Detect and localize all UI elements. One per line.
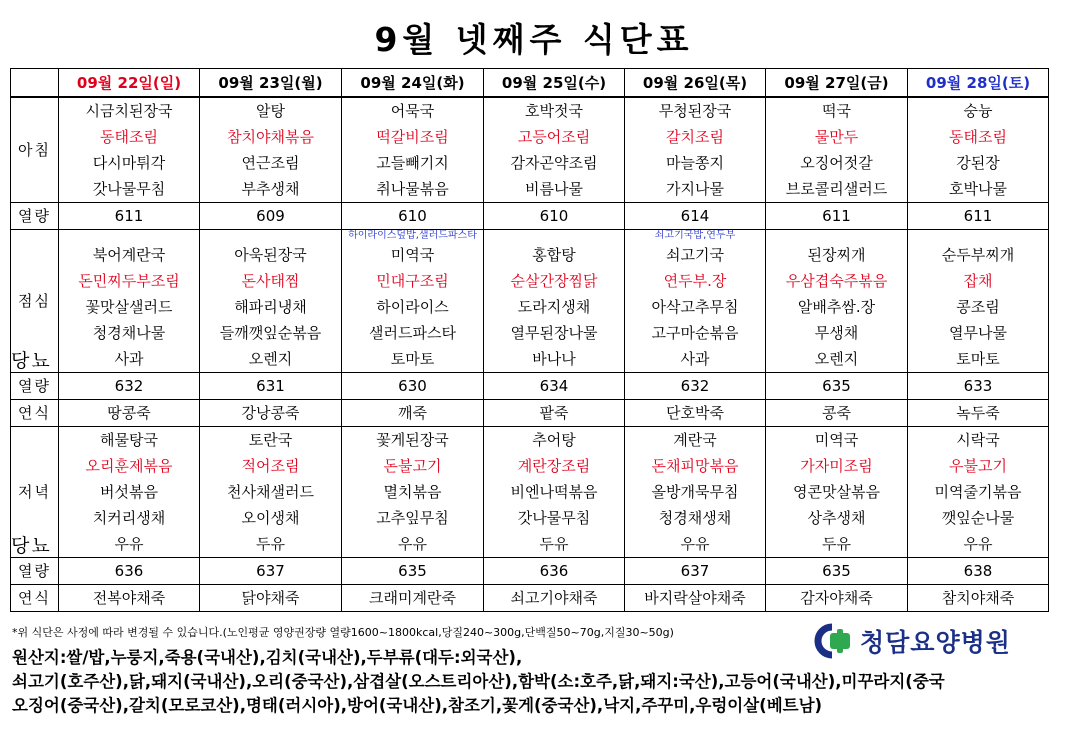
breakfast-calories-value: 611 <box>766 203 908 230</box>
dinner-calories-label <box>11 558 59 585</box>
dinner-calories-value: 635 <box>766 558 908 585</box>
meal-plan-table <box>10 68 1049 612</box>
menu-item: 가자미조림 <box>800 457 873 475</box>
menu-item: 두유 <box>822 535 851 553</box>
breakfast-menu-cell <box>484 97 625 203</box>
date-header: 09월 28일(토) <box>908 69 1049 98</box>
lunch-label <box>11 230 59 373</box>
dinner-menu-cell <box>908 427 1049 558</box>
lunch-snack-label-text: 연식 <box>18 404 51 422</box>
menu-item: 고구마순볶음 <box>651 324 739 342</box>
lunch-calories-value: 635 <box>766 373 908 400</box>
menu-item: 홍합탕 <box>532 246 576 264</box>
menu-item: 시금치된장국 <box>85 102 173 120</box>
menu-item: 치커리생채 <box>92 509 166 527</box>
menu-item: 열무된장나물 <box>510 324 598 342</box>
diabetic-label: 당뇨 <box>11 350 52 372</box>
dinner-snack-value: 전복야채죽 <box>59 585 200 612</box>
menu-item: 꽃게된장국 <box>376 431 449 449</box>
menu-item: 다시마튀각 <box>92 154 166 172</box>
menu-item: 오리훈제볶음 <box>85 457 173 475</box>
dinner-menu-cell <box>484 427 625 558</box>
menu-note <box>200 230 341 242</box>
menu-item: 열무나물 <box>949 324 1007 342</box>
menu-item: 갓나물무침 <box>92 180 166 198</box>
menu-item: 토마토 <box>390 350 435 368</box>
dinner-menu-cell <box>625 427 766 558</box>
lunch-menu-cell <box>766 230 908 373</box>
menu-item: 비름나물 <box>525 180 583 198</box>
menu-item: 물만두 <box>814 128 859 146</box>
lunch-snack-label <box>11 400 59 427</box>
page-title: 9월 넷째주 식단표 <box>374 20 694 59</box>
lunch-menu-cell <box>625 230 766 373</box>
menu-note <box>59 230 199 242</box>
menu-item: 갈치조림 <box>666 128 724 146</box>
date-header: 09월 23일(월) <box>200 69 342 98</box>
dinner-snack-label <box>11 585 59 612</box>
date-header: 09월 25일(수) <box>484 69 625 98</box>
menu-item: 떡국 <box>822 102 851 120</box>
menu-item: 청경채생채 <box>658 509 732 527</box>
menu-item: 오렌지 <box>248 350 293 368</box>
breakfast-calories-value: 610 <box>484 203 625 230</box>
menu-item: 북어계란국 <box>92 246 166 264</box>
breakfast-calories-value: 611 <box>59 203 200 230</box>
breakfast-calories-row <box>11 203 1049 230</box>
dinner-row <box>11 427 1049 558</box>
menu-item: 버섯볶음 <box>100 483 158 501</box>
menu-item: 오징어젓갈 <box>800 154 873 172</box>
origin-line: 쇠고기(호주산),닭,돼지(국내산),오리(중국산),삼겹살(오스트리아산),함박(소:호주,닭,돼지:국산),고등어(국내산),미꾸라지(중국 <box>12 672 945 691</box>
menu-item: 우삼겹숙주볶음 <box>785 272 888 290</box>
menu-item: 고추잎무침 <box>376 509 449 527</box>
date-header: 09월 26일(목) <box>625 69 766 98</box>
lunch-snack-value: 단호박죽 <box>625 400 766 427</box>
menu-item: 호박젓국 <box>525 102 583 120</box>
menu-note <box>766 230 907 242</box>
menu-item: 순살간장찜닭 <box>510 272 598 290</box>
dinner-menu-cell <box>766 427 908 558</box>
menu-note: 하이라이스덮밥,샐러드파스타 <box>348 230 477 241</box>
menu-item: 우유 <box>680 535 710 553</box>
dinner-calories-row <box>11 558 1049 585</box>
lunch-menu-cell <box>484 230 625 373</box>
menu-item: 돈불고기 <box>383 457 442 475</box>
menu-item: 돈사태찜 <box>241 272 300 290</box>
menu-item: 시락국 <box>956 431 1000 449</box>
menu-item: 무생채 <box>814 324 859 342</box>
menu-item: 토란국 <box>248 431 293 449</box>
menu-item: 해파리냉채 <box>234 298 307 316</box>
menu-item: 아삭고추무침 <box>651 298 739 316</box>
menu-item: 적어조림 <box>241 457 300 475</box>
menu-item: 천사채샐러드 <box>227 483 314 501</box>
breakfast-menu-cell <box>59 97 200 203</box>
menu-item: 취나물볶음 <box>376 180 449 198</box>
menu-item: 갓나물무침 <box>517 509 591 527</box>
dinner-calories-label-text: 열량 <box>18 562 51 580</box>
dinner-snack-row <box>11 585 1049 612</box>
menu-item: 동태조림 <box>949 128 1007 146</box>
menu-item: 바나나 <box>532 350 576 368</box>
dinner-calories-value: 637 <box>625 558 766 585</box>
menu-item: 우유 <box>963 535 993 553</box>
dinner-calories-value: 636 <box>59 558 200 585</box>
menu-item: 우유 <box>114 535 144 553</box>
menu-item: 깻잎순나물 <box>941 509 1015 527</box>
hospital-name: 청담요양병원 <box>860 628 1011 657</box>
breakfast-label <box>11 97 59 203</box>
breakfast-label-text: 아침 <box>18 141 51 159</box>
menu-item: 토마토 <box>956 350 1000 368</box>
lunch-snack-value: 깨죽 <box>342 400 484 427</box>
menu-item: 비엔나떡볶음 <box>510 483 598 501</box>
origin-info <box>12 646 1052 718</box>
diabetic-label: 당뇨 <box>11 535 52 557</box>
menu-item: 해물탕국 <box>100 431 158 449</box>
menu-item: 가지나물 <box>666 180 724 198</box>
menu-item: 오이생채 <box>241 509 300 527</box>
menu-item: 두유 <box>539 535 569 553</box>
dinner-snack-label-text: 연식 <box>18 589 51 607</box>
dinner-label <box>11 427 59 558</box>
menu-item: 무청된장국 <box>658 102 732 120</box>
breakfast-menu-cell <box>766 97 908 203</box>
dinner-snack-value: 참치야채죽 <box>908 585 1049 612</box>
lunch-snack-value: 강낭콩죽 <box>200 400 342 427</box>
menu-item: 도라지생채 <box>517 298 591 316</box>
lunch-calories-value: 634 <box>484 373 625 400</box>
menu-note: 쇠고기국밥,연두부 <box>654 230 736 241</box>
dinner-snack-value: 크래미계란죽 <box>342 585 484 612</box>
lunch-calories-value: 630 <box>342 373 484 400</box>
corner-cell <box>11 69 59 98</box>
dinner-snack-value: 쇠고기야채죽 <box>484 585 625 612</box>
origin-line: 오징어(중국산),갈치(모로코산),명태(러시아),방어(국내산),참조기,꽃게(중국산),낙지,주꾸미,우렁이살(베트남) <box>12 696 823 715</box>
menu-item: 우유 <box>398 535 427 553</box>
menu-item: 숭늉 <box>963 102 993 120</box>
dinner-calories-value: 638 <box>908 558 1049 585</box>
lunch-snack-value: 땅콩죽 <box>59 400 200 427</box>
menu-item: 꽃맛살샐러드 <box>85 298 173 316</box>
lunch-menu-cell <box>342 230 484 373</box>
menu-item: 들깨깻잎순볶음 <box>219 324 322 342</box>
lunch-calories-label <box>11 373 59 400</box>
breakfast-menu-cell <box>200 97 342 203</box>
menu-item: 아욱된장국 <box>234 246 307 264</box>
menu-item: 오렌지 <box>814 350 859 368</box>
menu-item: 올방개묵무침 <box>651 483 739 501</box>
menu-item: 알탕 <box>256 102 285 120</box>
menu-item: 잡채 <box>963 272 993 290</box>
menu-item: 참치야채볶음 <box>227 128 314 146</box>
breakfast-menu-cell <box>908 97 1049 203</box>
menu-item: 순두부찌개 <box>941 246 1015 264</box>
dinner-menu-cell <box>59 427 200 558</box>
date-header: 09월 22일(일) <box>59 69 200 98</box>
dinner-snack-value: 닭야채죽 <box>200 585 342 612</box>
menu-item: 감자곤약조림 <box>510 154 598 172</box>
menu-item: 우불고기 <box>949 457 1007 475</box>
footnote: *위 식단은 사정에 따라 변경될 수 있습니다.(노인평균 영양권장량 열량1600~1800kcal,당질240~300g,단백질50~70g,지질30~50g) <box>12 626 674 639</box>
menu-item: 어묵국 <box>390 102 435 120</box>
menu-item: 고들빼기지 <box>376 154 449 172</box>
dinner-label-text: 저녁 <box>18 483 51 501</box>
menu-item: 사과 <box>680 350 710 368</box>
dinner-calories-value: 637 <box>200 558 342 585</box>
lunch-snack-value: 팥죽 <box>484 400 625 427</box>
menu-item: 알배추쌈.장 <box>797 298 876 316</box>
breakfast-row <box>11 97 1049 203</box>
lunch-snack-row <box>11 400 1049 427</box>
breakfast-calories-value: 614 <box>625 203 766 230</box>
menu-item: 미역국 <box>814 431 859 449</box>
breakfast-calories-value: 610 <box>342 203 484 230</box>
menu-item: 된장찌개 <box>807 246 866 264</box>
menu-item: 호박나물 <box>949 180 1007 198</box>
lunch-label-text: 점심 <box>18 292 51 310</box>
breakfast-calories-label-text: 열량 <box>18 207 51 225</box>
breakfast-calories-value: 609 <box>200 203 342 230</box>
menu-item: 두유 <box>256 535 285 553</box>
lunch-menu-cell <box>59 230 200 373</box>
menu-item: 콩조림 <box>956 298 1000 316</box>
dinner-calories-value: 636 <box>484 558 625 585</box>
menu-item: 미역국 <box>390 246 435 264</box>
lunch-menu-cell <box>908 230 1049 373</box>
dinner-snack-value: 바지락살야채죽 <box>625 585 766 612</box>
date-header-row <box>11 69 1049 98</box>
dinner-snack-value: 감자야채죽 <box>766 585 908 612</box>
breakfast-calories-label <box>11 203 59 230</box>
dinner-calories-value: 635 <box>342 558 484 585</box>
menu-item: 상추생채 <box>807 509 866 527</box>
lunch-snack-value: 녹두죽 <box>908 400 1049 427</box>
date-header: 09월 24일(화) <box>342 69 484 98</box>
menu-note <box>908 230 1048 242</box>
menu-item: 계란국 <box>673 431 717 449</box>
dinner-menu-cell <box>342 427 484 558</box>
menu-item: 샐러드파스타 <box>369 324 456 342</box>
menu-item: 쇠고기국 <box>666 246 724 264</box>
menu-item: 계란장조림 <box>517 457 591 475</box>
lunch-calories-value: 633 <box>908 373 1049 400</box>
breakfast-menu-cell <box>342 97 484 203</box>
menu-item: 연근조림 <box>241 154 300 172</box>
breakfast-menu-cell <box>625 97 766 203</box>
menu-item: 멸치볶음 <box>383 483 442 501</box>
menu-item: 사과 <box>114 350 144 368</box>
dinner-menu-cell <box>200 427 342 558</box>
menu-item: 떡갈비조림 <box>376 128 449 146</box>
menu-item: 마늘쫑지 <box>666 154 724 172</box>
menu-item: 강된장 <box>956 154 1000 172</box>
menu-item: 브로콜리샐러드 <box>785 180 888 198</box>
lunch-calories-value: 631 <box>200 373 342 400</box>
menu-item: 돈민찌두부조림 <box>78 272 180 290</box>
origin-line: 원산지:쌀/밥,누룽지,죽용(국내산),김치(국내산),두부류(대두:외국산), <box>12 648 523 667</box>
menu-item: 미역줄기볶음 <box>934 483 1022 501</box>
menu-note <box>484 230 624 242</box>
lunch-calories-value: 632 <box>625 373 766 400</box>
lunch-calories-row <box>11 373 1049 400</box>
lunch-snack-value: 콩죽 <box>766 400 908 427</box>
lunch-calories-label-text: 열량 <box>18 377 51 395</box>
menu-item: 민대구조림 <box>376 272 449 290</box>
menu-item: 고등어조림 <box>517 128 591 146</box>
menu-item: 부추생채 <box>241 180 300 198</box>
menu-item: 추어탕 <box>532 431 576 449</box>
date-header: 09월 27일(금) <box>766 69 908 98</box>
menu-item: 연두부.장 <box>663 272 727 290</box>
lunch-row <box>11 230 1049 373</box>
menu-item: 영콘맛살볶음 <box>793 483 880 501</box>
menu-item: 청경채나물 <box>92 324 166 342</box>
menu-item: 동태조림 <box>100 128 158 146</box>
lunch-menu-cell <box>200 230 342 373</box>
lunch-calories-value: 632 <box>59 373 200 400</box>
breakfast-calories-value: 611 <box>908 203 1049 230</box>
menu-item: 돈채피망볶음 <box>651 457 739 475</box>
menu-item: 하이라이스 <box>376 298 449 316</box>
